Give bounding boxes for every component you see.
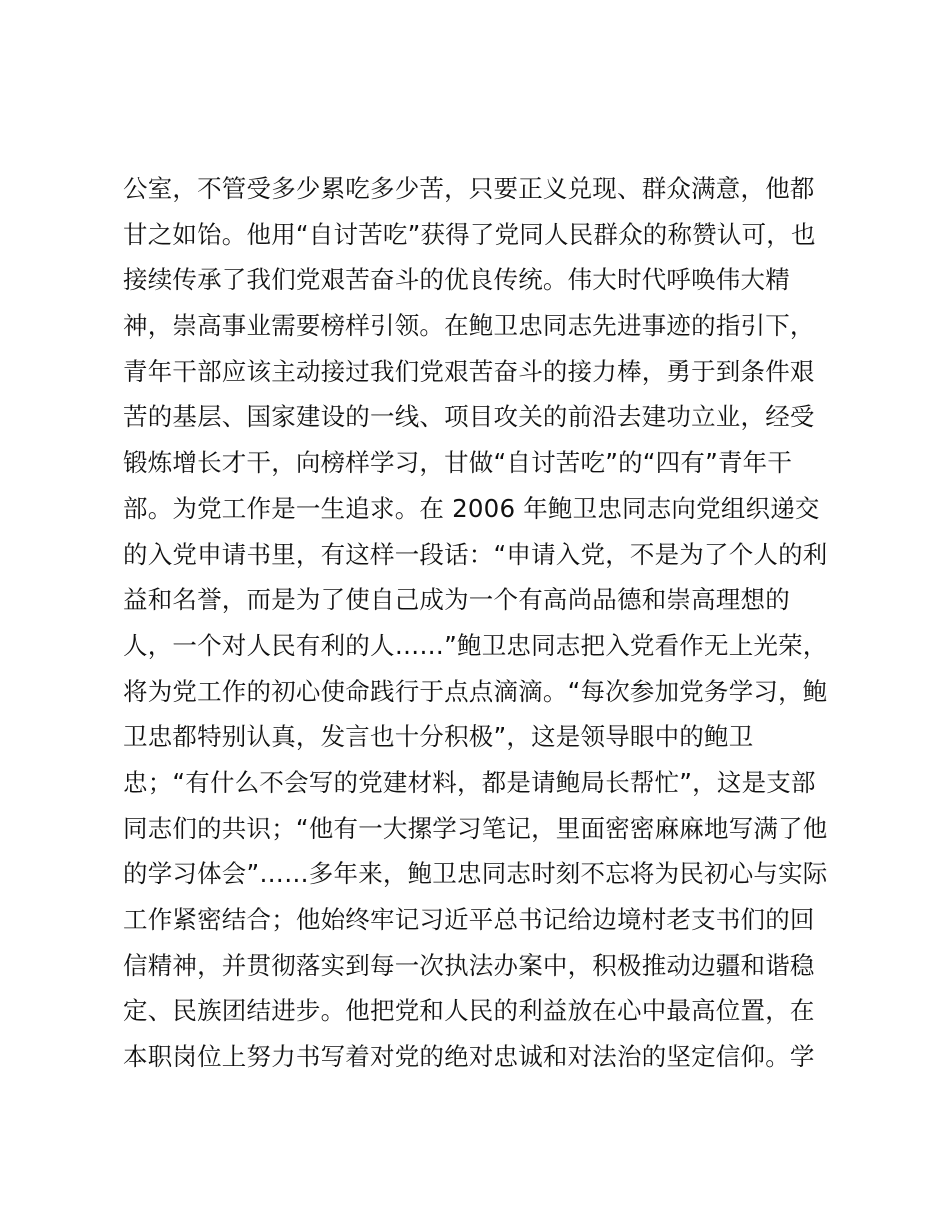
text-line-9: 的入党申请书里，有这样一段话：“申请入党，不是为了个人的利 [123, 539, 828, 569]
text-line-17: 工作紧密结合；他始终牢记习近平总书记给边境村老支书们的回 [123, 905, 815, 934]
text-line-10: 益和名誉，而是为了使自己成为一个有高尚品德和崇高理想的 [123, 585, 790, 615]
body-paragraph [123, 166, 843, 1080]
text-line-11: 人，一个对人民有利的人……”鲍卫忠同志把入党看作无上光荣， [123, 630, 828, 660]
text-line-4: 神，崇高事业需要榜样引领。在鲍卫忠同志先进事迹的指引下， [123, 311, 815, 341]
text-line-16: 的学习体会”……多年来，鲍卫忠同志时刻不忘将为民初心与实际 [123, 859, 828, 889]
text-line-1: 公室，不管受多少累吃多少苦，只要正义兑现、群众满意，他都 [123, 174, 815, 203]
text-line-2: 甘之如饴。他用“自讨苦吃”获得了党同人民群众的称赞认可，也 [123, 219, 816, 249]
text-line-13: 卫忠都特别认真，发言也十分积极”，这是领导眼中的鲍卫 [123, 722, 754, 752]
text-line-5: 青年干部应该主动接过我们党艰苦奋斗的接力棒，勇于到条件艰 [123, 356, 815, 386]
text-line-12: 将为党工作的初心使命践行于点点滴滴。“每次参加党务学习，鲍 [123, 676, 828, 706]
text-line-8: 部。为党工作是一生追求。在 2006 年鲍卫忠同志向党组织递交 [123, 493, 820, 523]
text-line-20: 本职岗位上努力书写着对党的绝对忠诚和对法治的坚定信仰。学 [123, 1042, 815, 1072]
text-line-18: 信精神，并贯彻落实到每一次执法办案中，积极推动边疆和谐稳 [123, 950, 815, 980]
text-line-14: 忠；“有什么不会写的党建材料，都是请鲍局长帮忙”，这是支部 [123, 767, 816, 797]
text-line-7: 锻炼增长才干，向榜样学习，甘做“自讨苦吃”的“四有”青年干 [123, 448, 793, 478]
text-line-19: 定、民族团结进步。他把党和人民的利益放在心中最高位置，在 [123, 996, 815, 1026]
text-line-3: 接续传承了我们党艰苦奋斗的优良传统。伟大时代呼唤伟大精 [123, 265, 790, 295]
text-line-6: 苦的基层、国家建设的一线、项目攻关的前沿去建功立业，经受 [123, 402, 815, 432]
text-line-15: 同志们的共识；“他有一大摞学习笔记，里面密密麻麻地写满了他 [123, 813, 828, 843]
